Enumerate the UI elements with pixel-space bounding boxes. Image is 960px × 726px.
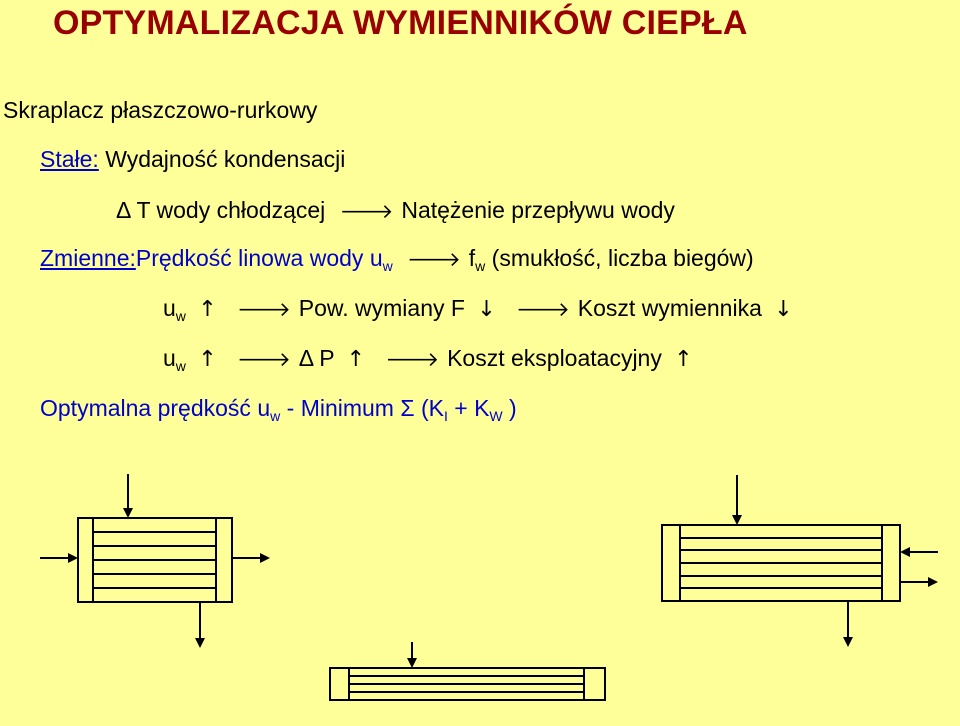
f-result: (smukłość, liczba biegów): [491, 245, 754, 271]
u-sub: w: [175, 308, 186, 324]
down-arrow-icon: ↓: [477, 297, 496, 322]
constants-label: Stałe:: [40, 146, 99, 172]
exchanger-short-wide: [40, 474, 268, 646]
down-arrow-icon: ↓: [774, 297, 793, 322]
relation1-cost: Koszt wymiennika: [577, 295, 762, 321]
right-arrow-icon: 🡒: [407, 247, 461, 271]
delta-symbol: Δ: [116, 197, 131, 223]
optimum-plus: + K: [454, 395, 490, 421]
optimum-text: Optymalna prędkość u: [40, 395, 271, 421]
constants-item2: T wody chłodzącej: [136, 197, 326, 223]
up-arrow-icon: ↑: [198, 297, 217, 322]
right-arrow-icon: 🡒: [237, 347, 291, 371]
optimum-middle: - Minimum Σ (K: [286, 395, 444, 421]
subtitle: Skraplacz płaszczowo-rurkowy: [3, 97, 318, 123]
exchanger-multi-pass: [662, 475, 938, 645]
right-arrow-icon: 🡒: [385, 347, 440, 371]
optimum-u-sub: w: [270, 408, 281, 424]
f-sub: w: [475, 258, 486, 274]
u-sub: w: [175, 358, 186, 374]
variables-label: Zmienne:: [40, 245, 136, 271]
right-arrow-icon: 🡒: [237, 297, 291, 321]
relation1-effect: Pow. wymiany F: [298, 295, 465, 321]
right-arrow-icon: 🡒: [516, 297, 570, 321]
u-symbol: u: [163, 345, 176, 371]
up-arrow-icon: ↑: [346, 347, 366, 372]
constants-item1: Wydajność kondensacji: [105, 146, 346, 172]
delta-symbol: Δ: [298, 345, 313, 371]
p-symbol: P: [319, 345, 335, 371]
up-arrow-icon: ↑: [198, 347, 217, 372]
right-arrow-icon: 🡒: [339, 199, 394, 223]
exchanger-long-narrow: [330, 642, 605, 700]
f-symbol: f: [468, 245, 476, 271]
optimum-k1-sub: I: [443, 408, 448, 424]
page-title: OPTYMALIZACJA WYMIENNIKÓW CIEPŁA: [53, 4, 748, 42]
u-symbol: u: [163, 295, 176, 321]
relation2-cost: Koszt eksploatacyjny: [447, 345, 662, 371]
optimum-close: ): [509, 395, 517, 421]
optimum-k2-sub: W: [489, 408, 503, 424]
up-arrow-icon: ↑: [674, 347, 693, 372]
speed-text: Prędkość linowa wody u: [135, 245, 383, 271]
constants-item2-result: Natężenie przepływu wody: [401, 197, 675, 223]
speed-sub: w: [382, 258, 393, 274]
